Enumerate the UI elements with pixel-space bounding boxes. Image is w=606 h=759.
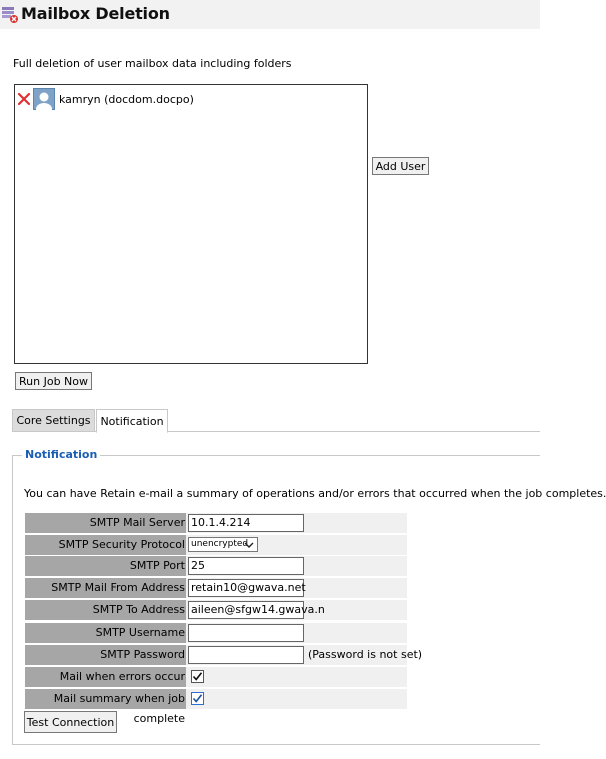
smtp-to-cell <box>186 600 407 620</box>
checkmark-icon <box>192 693 203 704</box>
mail-errors-row <box>25 667 407 688</box>
smtp-port-cell <box>186 556 407 576</box>
notification-info: You can have Retain e-mail a summary of operations and/or errors that occurred when the job completes. <box>24 487 606 500</box>
smtp-security-select[interactable] <box>188 537 258 552</box>
smtp-port-label: SMTP Port <box>25 556 187 576</box>
smtp-from-label: SMTP Mail From Address <box>25 578 187 598</box>
password-status-note: (Password is not set) <box>308 648 423 661</box>
user-list[interactable] <box>14 84 368 364</box>
mail-errors-label: Mail when errors occur <box>25 667 187 687</box>
mail-errors-cell <box>186 667 407 687</box>
smtp-username-label: SMTP Username <box>25 623 187 643</box>
smtp-username-cell <box>186 623 407 643</box>
user-avatar-icon <box>33 88 55 110</box>
smtp-username-row <box>25 623 407 644</box>
smtp-server-row <box>25 513 407 534</box>
notification-legend: Notification <box>22 448 100 461</box>
test-connection-button[interactable]: Test Connection <box>24 711 117 733</box>
smtp-server-input[interactable]: 10.1.4.214 <box>188 514 304 532</box>
smtp-port-row <box>25 556 407 577</box>
smtp-security-row <box>25 535 407 556</box>
tab-core-settings[interactable]: Core Settings <box>12 409 95 432</box>
page-description: Full deletion of user mailbox data including folders <box>13 57 292 70</box>
mail-summary-label: Mail summary when job complete <box>25 689 187 709</box>
page-title: Mailbox Deletion <box>21 4 170 23</box>
smtp-from-cell <box>186 578 407 598</box>
user-name: kamryn (docdom.docpo) <box>59 92 194 106</box>
smtp-security-cell <box>186 535 407 555</box>
smtp-password-input[interactable] <box>188 646 304 664</box>
tab-notification[interactable]: Notification <box>96 409 168 433</box>
chevron-down-icon <box>244 539 254 551</box>
title-bar <box>0 0 540 29</box>
smtp-password-cell <box>186 645 423 665</box>
remove-user-icon[interactable] <box>17 92 31 106</box>
add-user-button[interactable]: Add User <box>372 157 429 175</box>
smtp-from-row <box>25 578 407 599</box>
smtp-password-row <box>25 645 423 666</box>
smtp-security-label: SMTP Security Protocol <box>25 535 187 555</box>
smtp-server-label: SMTP Mail Server <box>25 513 187 533</box>
smtp-server-cell <box>186 513 407 533</box>
mail-errors-checkbox[interactable] <box>191 670 204 683</box>
list-item <box>17 88 194 110</box>
smtp-from-input[interactable]: retain10@gwava.net <box>188 579 304 597</box>
mail-summary-checkbox[interactable] <box>191 692 204 705</box>
smtp-password-label: SMTP Password <box>25 645 187 665</box>
run-job-now-button[interactable]: Run Job Now <box>15 372 92 390</box>
smtp-to-row <box>25 600 407 621</box>
mail-summary-cell <box>186 689 407 709</box>
smtp-security-value: unencrypted <box>191 539 249 549</box>
mailbox-delete-icon <box>1 5 19 23</box>
smtp-port-input[interactable]: 25 <box>188 557 304 575</box>
smtp-to-input[interactable]: aileen@sfgw14.gwava.n <box>188 601 304 619</box>
smtp-to-label: SMTP To Address <box>25 600 187 620</box>
checkmark-icon <box>192 671 203 682</box>
smtp-username-input[interactable] <box>188 624 304 642</box>
